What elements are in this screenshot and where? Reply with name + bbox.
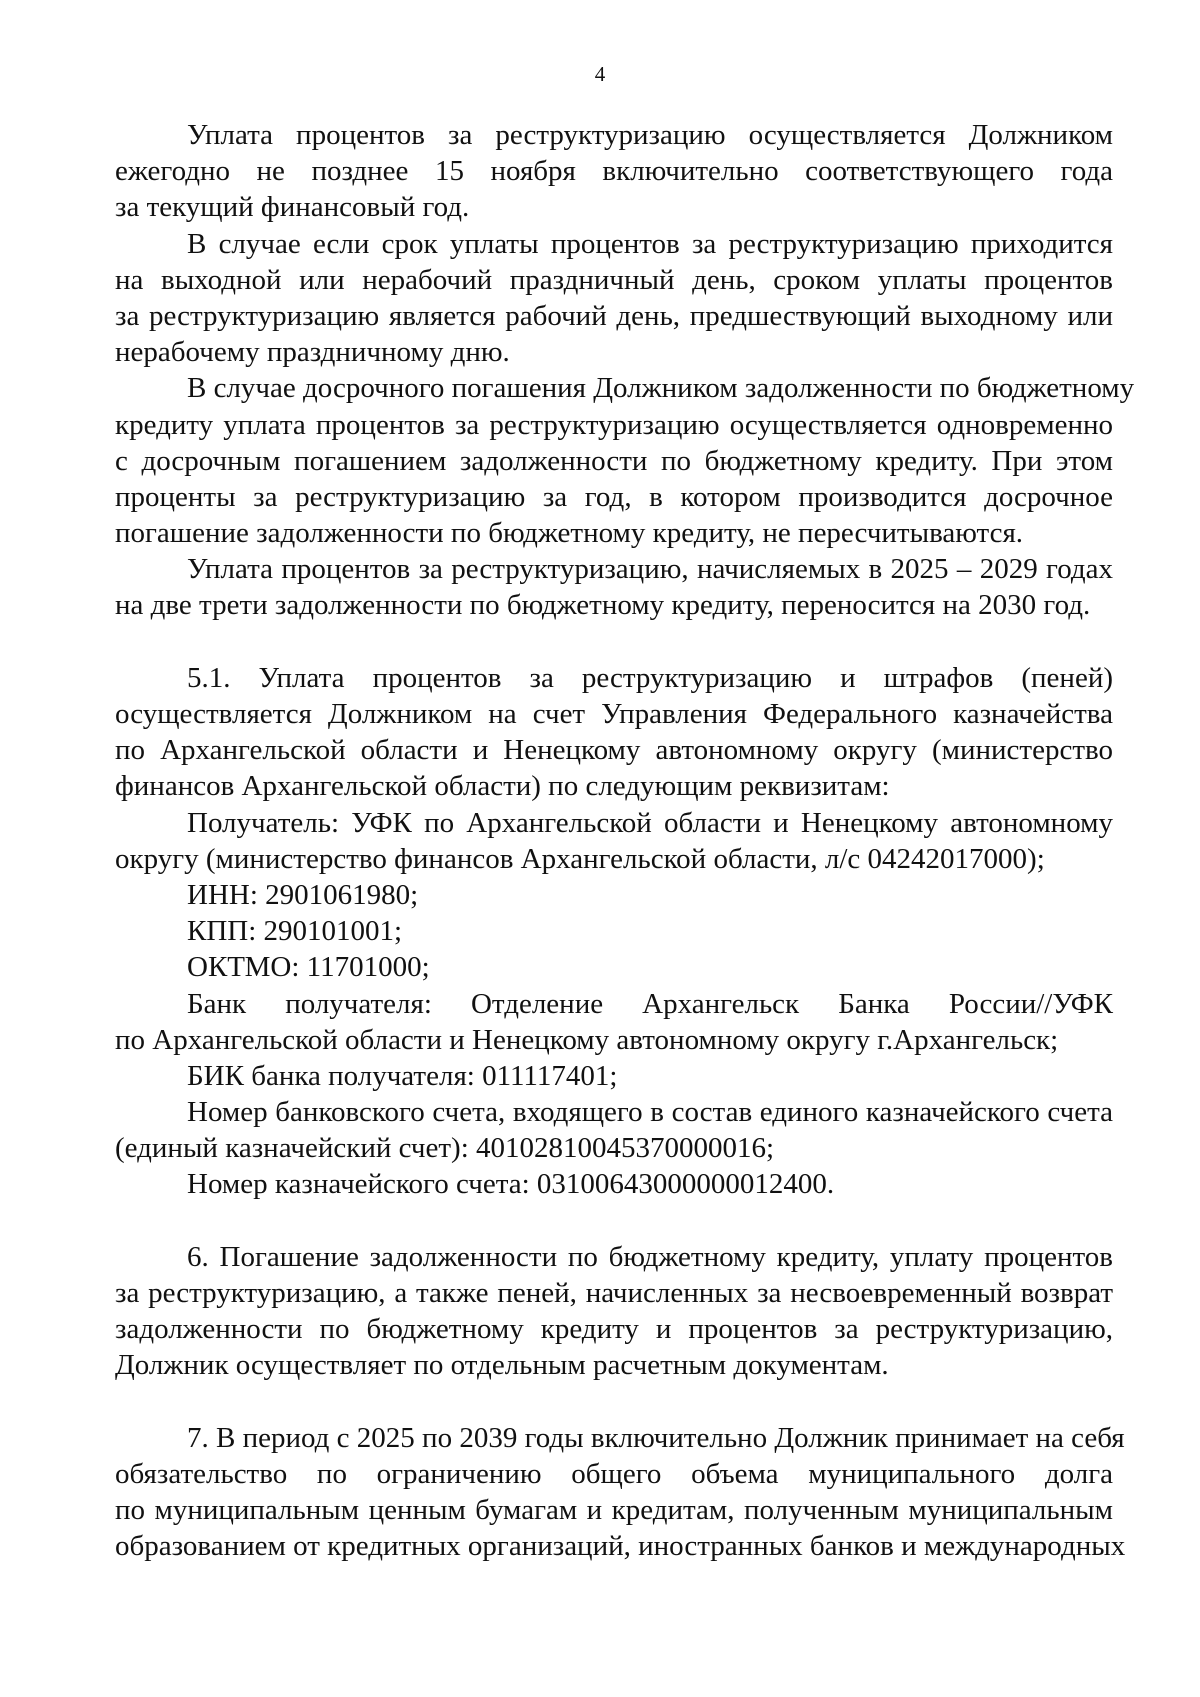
section-6 (115, 1239, 1113, 1384)
text-line: КПП: 290101001; (187, 915, 403, 948)
text-line: с досрочным погашением задолженности по бюджетному кредиту. При этом (115, 444, 1113, 477)
section-5-1 (115, 660, 1113, 805)
text-line: по муниципальным ценным бумагам и кредитам, полученным муниципальным (115, 1494, 1113, 1527)
text-line: округу (министерство финансов Архангельской области, л/с 04242017000); (115, 842, 1045, 875)
text-line: кредиту уплата процентов за реструктуризацию осуществляется одновременно (115, 408, 1113, 441)
text-line: за реструктуризацию является рабочий день, предшествующий выходному или (115, 299, 1113, 332)
requisite-inn (115, 877, 1113, 913)
text-line: обязательство по ограничению общего объема муниципального долга (115, 1457, 1113, 1490)
requisite-recipient (115, 805, 1113, 877)
text-line: 6. Погашение задолженности по бюджетному кредиту, уплату процентов (187, 1240, 1113, 1273)
text-line: Номер казначейского счета: 03100643000000012400. (187, 1168, 835, 1201)
text-line: Банк получателя: Отделение Архангельск Банка России//УФК (187, 987, 1113, 1020)
paragraph-gap (115, 1384, 1113, 1420)
text-line: Получатель: УФК по Архангельской области и Ненецкому автономному (187, 806, 1113, 839)
page-number: 4 (594, 62, 606, 86)
text-line: В случае досрочного погашения Должником задолженности по бюджетному (187, 372, 1135, 405)
requisite-bank-account (115, 1094, 1113, 1166)
requisite-oktmo (115, 949, 1113, 985)
paragraph-interest-payment-deadline (115, 117, 1113, 226)
text-line: нерабочему праздничному дню. (115, 336, 510, 369)
text-line: Должник осуществляет по отдельным расчетным документам. (115, 1349, 889, 1382)
text-line: ежегодно не позднее 15 ноября включительно соответствующего года (115, 155, 1113, 188)
paragraph-holiday-rule (115, 226, 1113, 371)
section-7 (115, 1420, 1126, 1565)
text-line: по Архангельской области и Ненецкому автономному округу (министерство (115, 734, 1113, 767)
text-line: задолженности по бюджетному кредиту и процентов за реструктуризацию, (115, 1313, 1113, 1346)
text-line: В случае если срок уплаты процентов за реструктуризацию приходится (187, 227, 1113, 260)
requisite-bik (115, 1058, 1113, 1094)
text-line: за реструктуризацию, а также пеней, начисленных за несвоевременный возврат (115, 1277, 1113, 1309)
text-line: Уплата процентов за реструктуризацию, начисляемых в 2025 – 2029 годах (187, 553, 1113, 586)
paragraph-gap (115, 624, 1113, 660)
text-line: финансов Архангельской области) по следующим реквизитам: (115, 770, 890, 803)
text-line: осуществляется Должником на счет Управления Федерального казначейства (115, 698, 1113, 730)
text-line: Номер банковского счета, входящего в состав единого казначейского счета (187, 1096, 1113, 1129)
text-line: за текущий финансовый год. (115, 191, 470, 224)
requisite-kpp (115, 913, 1113, 949)
text-line: ОКТМО: 11701000; (187, 951, 430, 984)
text-line: образованием от кредитных организаций, иностранных банков и международных (115, 1530, 1126, 1563)
text-line: Уплата процентов за реструктуризацию осуществляется Должником (187, 119, 1113, 151)
text-line: БИК банка получателя: 011117401; (187, 1059, 618, 1092)
text-line: на выходной или нерабочий праздничный день, сроком уплаты процентов (115, 263, 1113, 296)
paragraph-deferral-2030 (115, 551, 1113, 623)
text-line: по Архангельской области и Ненецкому автономному округу г.Архангельск; (115, 1023, 1059, 1056)
body-text (115, 117, 1135, 1565)
requisite-treasury-account (115, 1166, 1113, 1202)
text-line: 7. В период с 2025 по 2039 годы включительно Должник принимает на себя (187, 1421, 1125, 1454)
paragraph-gap (115, 1203, 1113, 1239)
text-line: на две трети задолженности по бюджетному кредиту, переносится на 2030 год. (115, 589, 1091, 622)
text-line: (единый казначейский счет): 40102810045370000016; (115, 1132, 775, 1165)
text-line: погашение задолженности по бюджетному кредиту, не пересчитываются. (115, 517, 1024, 550)
text-line: проценты за реструктуризацию за год, в котором производится досрочное (115, 480, 1113, 513)
text-line: ИНН: 2901061980; (187, 878, 419, 911)
paragraph-early-repayment (115, 370, 1135, 551)
requisite-bank (115, 986, 1113, 1058)
text-line: 5.1. Уплата процентов за реструктуризацию и штрафов (пеней) (187, 661, 1113, 694)
